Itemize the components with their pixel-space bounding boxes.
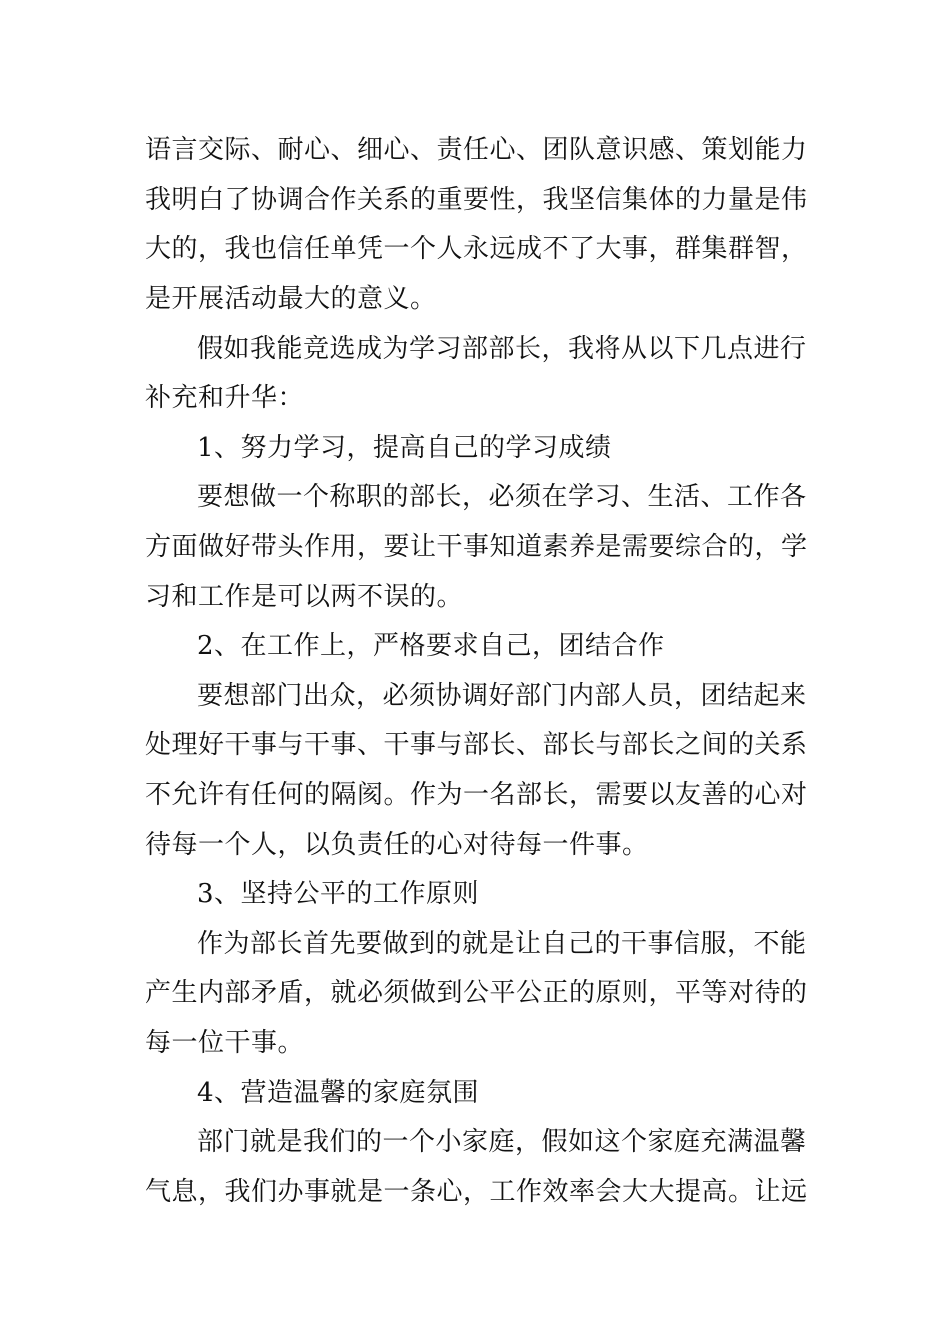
text-line: 方面做好带头作用，要让干事知道素养是需要综合的，学 — [145, 532, 808, 562]
paragraph-first-line: 作为部长首先要做到的就是让自己的干事信服，不能 — [197, 929, 807, 959]
text-line: 我明白了协调合作关系的重要性，我坚信集体的力量是伟 — [145, 185, 808, 215]
text-line: 气息，我们办事就是一条心，工作效率会大大提高。让远 — [145, 1177, 808, 1207]
text-line: 语言交际、耐心、细心、责任心、团队意识感、策划能力 — [145, 135, 808, 165]
paragraph-first-line: 假如我能竞选成为学习部部长，我将从以下几点进行 — [197, 334, 807, 364]
text-line: 是开展活动最大的意义。 — [145, 284, 437, 314]
paragraph-first-line: 要想做一个称职的部长，必须在学习、生活、工作各 — [197, 482, 807, 512]
text-line: 产生内部矛盾，就必须做到公平公正的原则，平等对待的 — [145, 978, 808, 1008]
text-line: 处理好干事与干事、干事与部长、部长与部长之间的关系 — [145, 730, 808, 760]
text-line: 待每一个人，以负责任的心对待每一件事。 — [145, 830, 649, 860]
paragraph-first-line: 部门就是我们的一个小家庭，假如这个家庭充满温馨 — [197, 1127, 807, 1157]
text-line: 补充和升华： — [145, 383, 305, 413]
text-line: 不允许有任何的隔阂。作为一名部长，需要以友善的心对 — [145, 780, 808, 810]
section-heading-2: 2、在工作上，严格要求自己，团结合作 — [197, 631, 665, 661]
section-heading-3: 3、坚持公平的工作原则 — [197, 879, 480, 909]
paragraph-first-line: 要想部门出众，必须协调好部门内部人员，团结起来 — [197, 681, 807, 711]
text-line: 习和工作是可以两不误的。 — [145, 582, 464, 612]
text-line: 大的，我也信任单凭一个人永远成不了大事，群集群智， — [145, 234, 808, 264]
section-heading-4: 4、营造温馨的家庭氛围 — [197, 1078, 480, 1108]
section-heading-1: 1、努力学习，提高自己的学习成绩 — [197, 433, 612, 463]
text-line: 每一位干事。 — [145, 1028, 305, 1058]
